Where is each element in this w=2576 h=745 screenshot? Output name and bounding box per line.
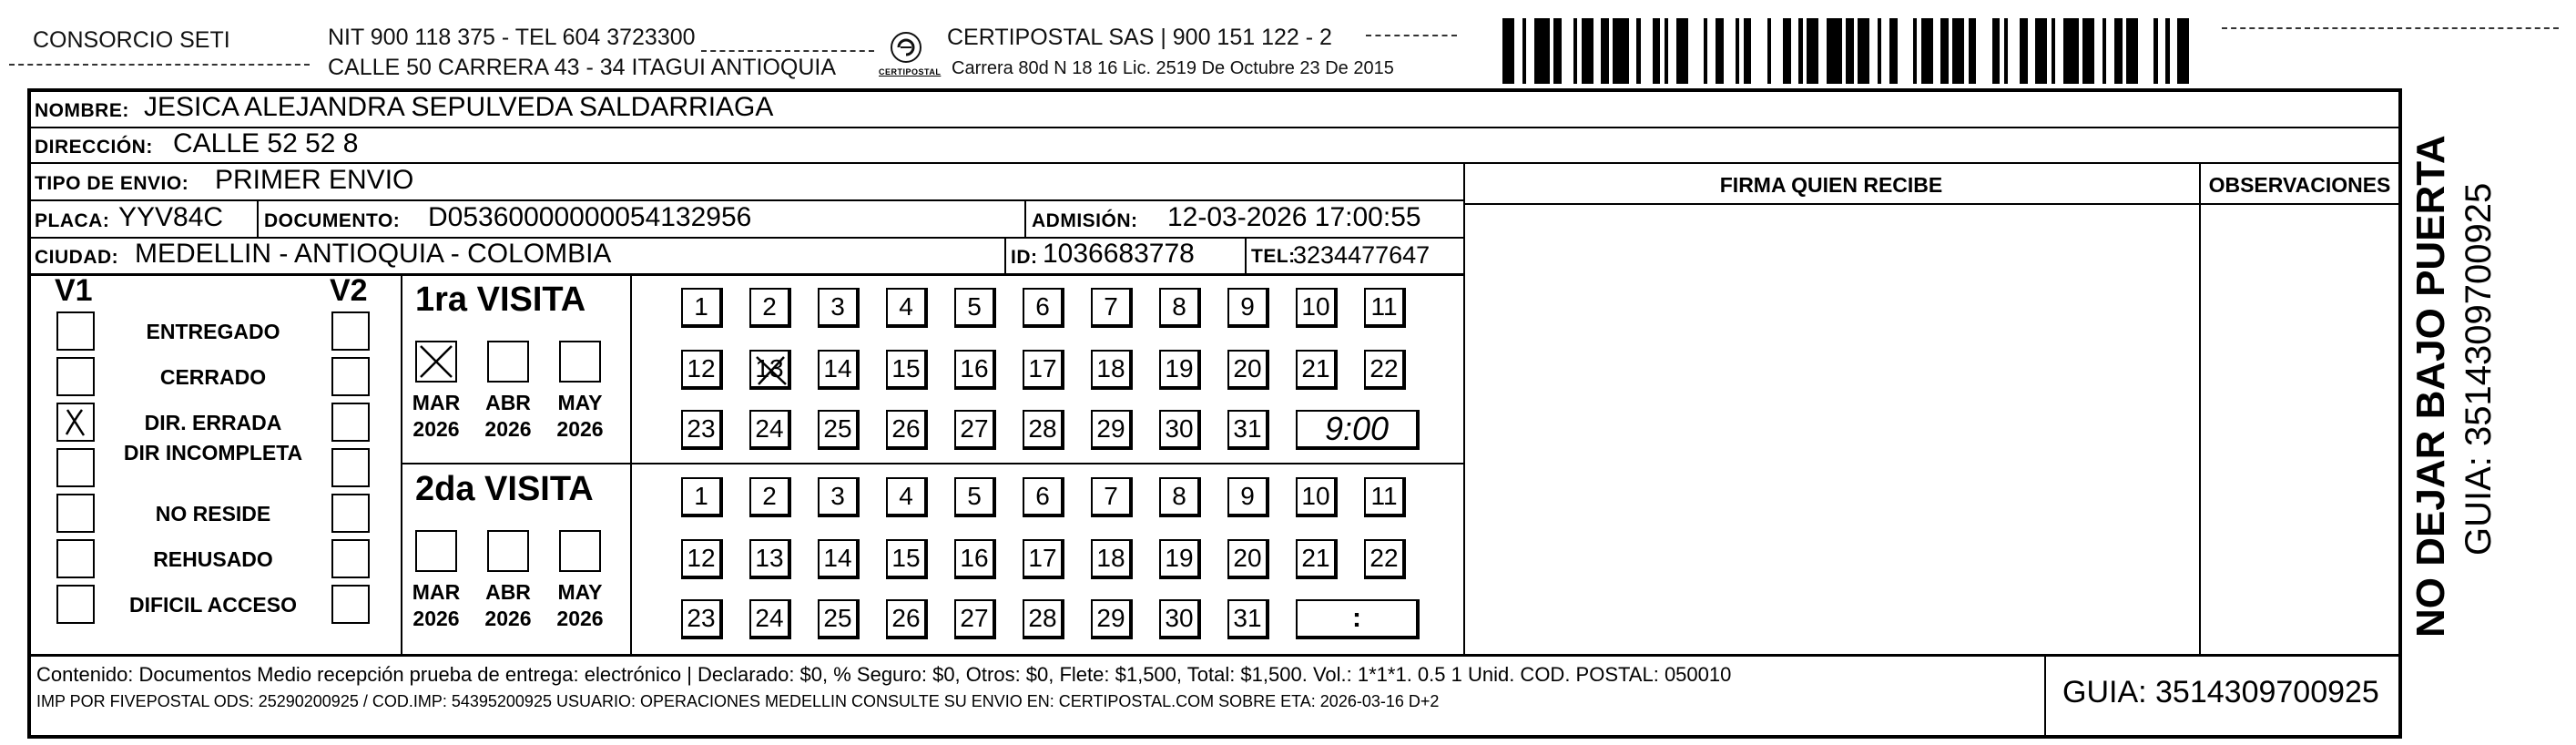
day-number: 18 — [1096, 544, 1125, 572]
barcode-bar — [1969, 18, 1977, 84]
v1-label: V1 — [55, 273, 93, 308]
barcode-bar — [1676, 18, 1688, 84]
firma-header-line — [1463, 203, 2400, 205]
certipostal-license: Carrera 80d N 18 16 Lic. 2519 De Octubre 23 De 2015 — [952, 58, 1394, 78]
day-box[interactable] — [681, 410, 723, 450]
v2-checkbox[interactable] — [331, 311, 370, 351]
day-number: 11 — [1370, 292, 1398, 321]
day-number: 30 — [1165, 604, 1194, 632]
barcode-bar — [1629, 18, 1637, 84]
status-label: ENTREGADO — [146, 320, 280, 343]
day-number: 5 — [967, 482, 982, 510]
day-number: 6 — [1035, 292, 1050, 321]
month-year: 2026 — [484, 607, 532, 630]
day-number: 23 — [687, 414, 716, 443]
day-box[interactable] — [681, 288, 723, 328]
day-box[interactable] — [1091, 350, 1133, 390]
observaciones-title: OBSERVACIONES — [2208, 173, 2391, 197]
day-number: 2 — [762, 292, 777, 321]
v2-label: V2 — [330, 273, 368, 308]
nombre-label: NOMBRE: — [35, 100, 129, 121]
day-number: 21 — [1301, 354, 1330, 383]
nombre-value: JESICA ALEJANDRA SEPULVEDA SALDARRIAGA — [144, 92, 774, 122]
status-label: NO RESIDE — [155, 502, 271, 526]
month-label — [544, 390, 616, 443]
barcode-bar — [2035, 18, 2047, 84]
day-box[interactable] — [886, 599, 928, 639]
day-box[interactable] — [1227, 350, 1269, 390]
row-line-5 — [29, 273, 1463, 276]
day-number: 23 — [687, 604, 716, 632]
v2-checkbox[interactable] — [331, 494, 370, 533]
day-number: 29 — [1096, 414, 1125, 443]
barcode-bar — [1992, 18, 2001, 84]
barcode-bar — [1869, 18, 1878, 84]
month-checkbox[interactable] — [559, 341, 601, 383]
month-year: 2026 — [412, 417, 460, 441]
day-box[interactable] — [886, 477, 928, 517]
barcode-bar — [2106, 18, 2114, 84]
ciudad-value: MEDELLIN - ANTIOQUIA - COLOMBIA — [135, 239, 612, 269]
barcode-bar — [1653, 18, 1661, 84]
day-number: 8 — [1172, 292, 1186, 321]
x-mark-icon — [753, 353, 789, 388]
day-number: 1 — [694, 482, 708, 510]
day-box[interactable] — [1364, 477, 1406, 517]
day-number: 9 — [1240, 482, 1255, 510]
documento-label: DOCUMENTO: — [264, 210, 401, 231]
admision-label: ADMISIÓN: — [1032, 210, 1138, 231]
day-box[interactable] — [1227, 599, 1269, 639]
day-box[interactable] — [749, 539, 791, 579]
day-box[interactable] — [954, 539, 996, 579]
month-name: MAY — [557, 580, 603, 604]
id-divider — [1004, 237, 1006, 273]
barcode-bar — [2082, 18, 2094, 84]
barcode-bar — [1940, 18, 1949, 84]
placa-label: PLACA: — [35, 210, 110, 231]
visit-title: 2da VISITA — [415, 470, 594, 508]
barcode-bar — [1771, 18, 1783, 84]
month-checkbox[interactable] — [487, 341, 529, 383]
day-box[interactable] — [1159, 539, 1201, 579]
day-box[interactable] — [681, 477, 723, 517]
check-mark-icon — [58, 404, 93, 440]
day-number: 21 — [1301, 544, 1330, 572]
barcode-bar — [1744, 18, 1752, 84]
day-box[interactable] — [1227, 410, 1269, 450]
day-box[interactable] — [1159, 599, 1201, 639]
day-box[interactable] — [818, 539, 860, 579]
barcode-bar — [1502, 18, 1514, 84]
day-number: 4 — [899, 482, 913, 510]
barcode-bar — [1921, 18, 1933, 84]
month-label — [472, 390, 545, 443]
barcode-bar — [1562, 18, 1573, 84]
barcode-bar — [1952, 18, 1964, 84]
day-box[interactable] — [954, 410, 996, 450]
day-box[interactable] — [1159, 350, 1201, 390]
company-name: CONSORCIO SETI — [33, 27, 230, 53]
day-number: 31 — [1233, 604, 1262, 632]
barcode-bar — [1898, 18, 1913, 84]
day-box[interactable] — [954, 350, 996, 390]
month-year: 2026 — [484, 417, 532, 441]
status-label: DIR INCOMPLETA — [123, 441, 303, 464]
header-dashline-mid — [701, 50, 874, 52]
side-guia-number: GUIA: 3514309700925 — [2459, 182, 2499, 556]
day-box[interactable] — [681, 350, 723, 390]
barcode-bar — [1881, 18, 1889, 84]
day-number: 18 — [1096, 354, 1125, 383]
time-value: 9:00 — [1324, 410, 1390, 447]
month-year: 2026 — [556, 607, 604, 630]
status-label: DIR. ERRADA — [144, 411, 282, 434]
v2-checkbox[interactable] — [331, 585, 370, 624]
tel-label: TEL: — [1251, 246, 1296, 267]
admision-value: 12-03-2026 17:00:55 — [1167, 202, 1421, 232]
no-dejar-bajo-puerta: NO DEJAR BAJO PUERTA — [2408, 135, 2453, 638]
day-number: 5 — [967, 292, 982, 321]
barcode-bar — [2055, 18, 2063, 84]
day-box[interactable] — [818, 599, 860, 639]
day-number: 10 — [1301, 482, 1330, 510]
day-number: 11 — [1370, 482, 1398, 510]
day-box[interactable] — [749, 599, 791, 639]
barcode-bar — [2126, 18, 2138, 84]
id-label: ID: — [1011, 247, 1038, 268]
day-box[interactable] — [954, 288, 996, 328]
day-number: 27 — [960, 604, 989, 632]
day-number: 20 — [1233, 544, 1262, 572]
barcode-bar — [2008, 18, 2020, 84]
barcode-bar — [1724, 18, 1736, 84]
day-number: 14 — [823, 354, 852, 383]
day-box[interactable] — [1091, 599, 1133, 639]
barcode-bar — [1593, 18, 1602, 84]
day-number: 30 — [1165, 414, 1194, 443]
day-box[interactable] — [1091, 477, 1133, 517]
day-box[interactable] — [1227, 477, 1269, 517]
day-number: 24 — [755, 604, 784, 632]
time-box[interactable] — [1296, 410, 1420, 450]
day-box[interactable] — [818, 288, 860, 328]
day-number: 17 — [1028, 544, 1057, 572]
barcode-bar — [1601, 18, 1609, 84]
barcode-bar — [1707, 18, 1716, 84]
barcode-bar — [1668, 18, 1676, 84]
month-checkbox[interactable] — [487, 530, 529, 572]
day-number: 15 — [891, 544, 921, 572]
tipo-envio-value: PRIMER ENVIO — [215, 165, 414, 195]
day-number: 31 — [1233, 414, 1262, 443]
nit-line: NIT 900 118 375 - TEL 604 3723300 — [328, 25, 696, 50]
month-name: ABR — [485, 580, 531, 604]
day-box[interactable] — [886, 350, 928, 390]
day-box[interactable] — [1023, 350, 1064, 390]
day-number: 16 — [960, 544, 989, 572]
v1-checkbox[interactable] — [56, 585, 95, 624]
day-number: 15 — [891, 354, 921, 383]
month-checkbox[interactable] — [559, 530, 601, 572]
v2-checkbox[interactable] — [331, 403, 370, 442]
barcode-bar — [2177, 18, 2189, 84]
day-number: 12 — [687, 544, 716, 572]
day-box[interactable] — [954, 599, 996, 639]
day-box[interactable] — [1296, 477, 1338, 517]
month-year: 2026 — [412, 607, 460, 630]
barcode-bar — [1582, 18, 1593, 84]
obs-left-border — [2199, 162, 2201, 654]
footer-imp: IMP POR FIVEPOSTAL ODS: 25290200925 / COD.IMP: 54395200925 USUARIO: OPERACIONES MEDELLIN CONSULTE SU ENVIO EN: CERTIPOSTAL.COM SOBRE ETA: 2026-03-16 D+2 — [36, 692, 1440, 710]
month-year: 2026 — [556, 417, 604, 441]
barcode-bar — [2028, 18, 2036, 84]
time-box[interactable] — [1296, 599, 1420, 639]
v1-checkbox[interactable] — [56, 357, 95, 396]
day-box[interactable] — [1364, 350, 1406, 390]
barcode-bar — [1783, 18, 1791, 84]
barcode-bar — [1553, 18, 1562, 84]
day-box[interactable] — [1364, 539, 1406, 579]
day-number: 19 — [1165, 544, 1194, 572]
barcode-bar — [2170, 18, 2178, 84]
day-number: 4 — [899, 292, 913, 321]
day-number: 27 — [960, 414, 989, 443]
logo-wordmark: CERTIPOSTAL — [879, 67, 942, 77]
tel-value: 3234477647 — [1293, 241, 1431, 269]
time-value: : — [1352, 603, 1361, 633]
day-number: 2 — [762, 482, 777, 510]
barcode-bar — [1751, 18, 1767, 84]
day-number: 1 — [694, 292, 708, 321]
month-name: MAY — [557, 391, 603, 414]
barcode-bar — [2020, 18, 2028, 84]
placa-value: YYV84C — [118, 202, 224, 232]
day-box[interactable] — [886, 288, 928, 328]
day-box[interactable] — [818, 350, 860, 390]
barcode-bar — [1976, 18, 1991, 84]
day-box[interactable] — [1091, 288, 1133, 328]
day-number: 19 — [1165, 354, 1194, 383]
barcode-bar — [1889, 18, 1898, 84]
day-number: 28 — [1028, 604, 1057, 632]
month-label — [400, 390, 473, 443]
barcode-bar — [1827, 18, 1842, 84]
barcode-bar — [2189, 18, 2193, 84]
barcode-bar — [1514, 18, 1522, 84]
v1-checkbox[interactable] — [56, 448, 95, 487]
day-number: 17 — [1028, 354, 1057, 383]
v1-checkbox[interactable] — [56, 539, 95, 578]
barcode-bar — [2114, 18, 2123, 84]
visit-title: 1ra VISITA — [415, 281, 586, 319]
day-number: 12 — [687, 354, 716, 383]
x-mark-icon — [417, 342, 455, 381]
barcode-bar — [2138, 18, 2153, 84]
day-box[interactable] — [818, 410, 860, 450]
v2-checkbox[interactable] — [331, 448, 370, 487]
v1-checkbox[interactable] — [56, 311, 95, 351]
month-name: ABR — [485, 391, 531, 414]
certipostal-logo — [879, 27, 942, 82]
direccion-value: CALLE 52 52 8 — [173, 128, 359, 158]
day-number: 14 — [823, 544, 852, 572]
barcode-bar — [1641, 18, 1653, 84]
barcode — [1502, 18, 2194, 84]
firma-left-border — [1463, 162, 1465, 654]
day-number: 10 — [1301, 292, 1330, 321]
barcode-bar — [1818, 18, 1827, 84]
day-box[interactable] — [1023, 539, 1064, 579]
barcode-bar — [1534, 18, 1550, 84]
day-box[interactable] — [1023, 410, 1064, 450]
day-box[interactable] — [1296, 350, 1338, 390]
day-box[interactable] — [886, 410, 928, 450]
status-label: CERRADO — [159, 365, 267, 389]
placa-divider — [257, 199, 259, 237]
day-number: 3 — [830, 292, 845, 321]
day-box[interactable] — [1227, 539, 1269, 579]
day-number: 6 — [1035, 482, 1050, 510]
day-number: 24 — [755, 414, 784, 443]
day-number: 8 — [1172, 482, 1186, 510]
day-box[interactable] — [818, 477, 860, 517]
day-box[interactable] — [1296, 539, 1338, 579]
day-box[interactable] — [1364, 288, 1406, 328]
footer-contenido: Contenido: Documentos Medio recepción prueba de entrega: electrónico | Declarado: $0, % Seguro: $0, Otros: $0, Flete: $1,500, Total: $1,500. Vol.: 1*1*1. 0.5 1 Unid. COD. POSTAL: 050010 — [36, 663, 1732, 686]
day-box[interactable] — [1023, 477, 1064, 517]
day-box[interactable] — [1091, 539, 1133, 579]
day-number: 25 — [823, 414, 852, 443]
v2-checkbox[interactable] — [331, 357, 370, 396]
v2-checkbox[interactable] — [331, 539, 370, 578]
certipostal-line: CERTIPOSTAL SAS | 900 151 122 - 2 — [947, 25, 1332, 50]
address-line: CALLE 50 CARRERA 43 - 34 ITAGUI ANTIOQUIA — [328, 55, 837, 80]
status-label: DIFICIL ACCESO — [128, 593, 297, 617]
barcode-bar — [2094, 18, 2103, 84]
row-line-3 — [29, 199, 1463, 201]
status-label: REHUSADO — [153, 547, 273, 571]
day-box[interactable] — [749, 410, 791, 450]
admision-divider — [1024, 199, 1026, 237]
month-name: MAR — [412, 391, 461, 414]
day-number: 20 — [1233, 354, 1262, 383]
barcode-bar — [1613, 18, 1628, 84]
day-box[interactable] — [1227, 288, 1269, 328]
day-box[interactable] — [749, 477, 791, 517]
month-label — [472, 579, 545, 632]
day-box[interactable] — [681, 599, 723, 639]
month-checkbox[interactable] — [415, 341, 457, 383]
day-number: 7 — [1104, 482, 1118, 510]
day-number: 29 — [1096, 604, 1125, 632]
row-line-2 — [29, 162, 2400, 164]
barcode-bar — [1688, 18, 1704, 84]
day-box[interactable] — [1023, 288, 1064, 328]
row-line-1 — [29, 127, 2400, 128]
day-number: 7 — [1104, 292, 1118, 321]
footer-guia-divider — [2044, 654, 2046, 736]
day-number: 16 — [960, 354, 989, 383]
barcode-bar — [2063, 18, 2079, 84]
documento-value: D05360000000054132956 — [428, 202, 752, 232]
v1-checkbox[interactable] — [56, 494, 95, 533]
day-number: 22 — [1369, 544, 1399, 572]
id-value: 1036683778 — [1043, 239, 1195, 269]
day-box[interactable] — [1159, 477, 1201, 517]
ciudad-label: CIUDAD: — [35, 247, 119, 268]
day-number: 3 — [830, 482, 845, 510]
barcode-bar — [1791, 18, 1799, 84]
header-dashline-right — [1366, 35, 1457, 36]
day-number: 26 — [891, 414, 921, 443]
day-box[interactable] — [749, 350, 791, 390]
header-dashline-far — [2222, 27, 2559, 29]
header-dashline-left — [9, 64, 310, 66]
day-number: 13 — [755, 354, 784, 383]
day-number: 13 — [755, 544, 784, 572]
day-box[interactable] — [1159, 410, 1201, 450]
tipo-envio-label: TIPO DE ENVIO: — [35, 173, 189, 194]
day-box[interactable] — [886, 539, 928, 579]
barcode-bar — [1858, 18, 1869, 84]
barcode-bar — [1846, 18, 1854, 84]
day-number: 22 — [1369, 354, 1399, 383]
day-number: 28 — [1028, 414, 1057, 443]
v1-checkbox[interactable] — [56, 403, 95, 442]
firma-quien-recibe-title: FIRMA QUIEN RECIBE — [1719, 173, 1943, 197]
day-number: 9 — [1240, 292, 1255, 321]
barcode-bar — [1807, 18, 1818, 84]
month-label — [544, 579, 616, 632]
day-box[interactable] — [954, 477, 996, 517]
month-name: MAR — [412, 580, 461, 604]
month-checkbox[interactable] — [415, 530, 457, 572]
barcode-bar — [1526, 18, 1534, 84]
day-box[interactable] — [1023, 599, 1064, 639]
footer-guia: GUIA: 3514309700925 — [2062, 675, 2379, 709]
day-number: 26 — [891, 604, 921, 632]
tel-divider — [1245, 237, 1247, 273]
barcode-bar — [1933, 18, 1941, 84]
day-box[interactable] — [749, 288, 791, 328]
direccion-label: DIRECCIÓN: — [35, 137, 153, 158]
day-box[interactable] — [1091, 410, 1133, 450]
day-box[interactable] — [1159, 288, 1201, 328]
barcode-bar — [1716, 18, 1724, 84]
visit-divider — [401, 463, 1463, 464]
barcode-bar — [2158, 18, 2166, 84]
day-number: 25 — [823, 604, 852, 632]
day-box[interactable] — [1296, 288, 1338, 328]
day-box[interactable] — [681, 539, 723, 579]
month-label — [400, 579, 473, 632]
